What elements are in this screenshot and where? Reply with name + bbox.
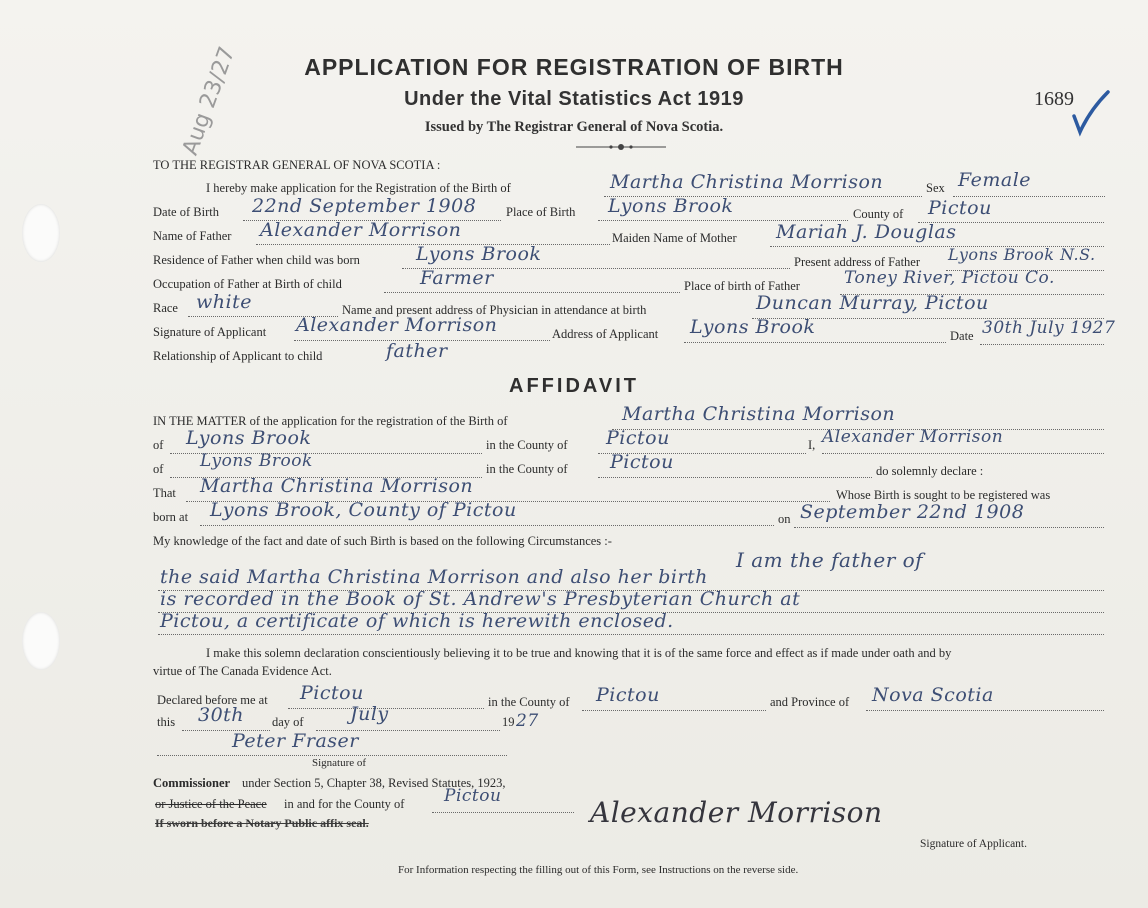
father-birthplace-field: Toney River, Pictou Co. <box>844 268 1055 288</box>
date-field: 30th July 1927 <box>982 318 1116 338</box>
address-field: Lyons Brook <box>690 316 816 338</box>
of2-label: of <box>153 462 164 476</box>
county-field-1: Pictou <box>606 427 670 449</box>
form-number: 1689 <box>1034 88 1074 110</box>
mother-label: Maiden Name of Mother <box>612 231 737 245</box>
that-name-field: Martha Christina Morrison <box>200 475 474 497</box>
whose-birth-label: Whose Birth is sought to be registered was <box>836 488 1051 502</box>
in-county-label: in the County of <box>486 438 568 452</box>
in-county3-label: in the County of <box>488 695 570 709</box>
father-field: Alexander Morrison <box>260 219 462 241</box>
occupation-field: Farmer <box>420 267 494 289</box>
form-issuer: Issued by The Registrar General of Nova Scotia. <box>424 119 724 135</box>
this-label: this <box>157 715 176 729</box>
month-field: July <box>350 703 389 725</box>
place-field: Lyons Brook <box>608 195 734 217</box>
present-address-field: Lyons Brook N.S. <box>948 245 1096 264</box>
applicant-signature-label: Signature of Applicant. <box>920 838 1027 850</box>
footer-note: For Information respecting the filling out of this Form, see Instructions on the reverse side. <box>398 864 799 876</box>
residence-field: Lyons Brook <box>416 243 542 265</box>
form-title: APPLICATION FOR REGISTRATION OF BIRTH <box>304 54 844 80</box>
knowledge-label: My knowledge of the fact and date of such Birth is based on the following Circumstances :- <box>153 534 612 548</box>
on-label: on <box>778 512 791 526</box>
declare-label: do solemnly declare : <box>876 464 984 478</box>
race-field: white <box>196 291 252 313</box>
date-label: Date <box>950 329 974 343</box>
present-address-label: Present address of Father <box>794 255 921 269</box>
justice-county-field: Pictou <box>444 786 502 806</box>
signature-of-label: Signature of <box>312 757 367 769</box>
declared-label: Declared before me at <box>157 693 268 707</box>
solemn-line-2: virtue of The Canada Evidence Act. <box>153 664 332 678</box>
year-prefix: 19 <box>502 715 515 729</box>
county-label: County of <box>853 207 904 221</box>
justice-label: or Justice of the Peace <box>155 797 267 811</box>
that-label: That <box>153 486 176 500</box>
i-label: I, <box>808 438 816 452</box>
sex-label: Sex <box>926 181 945 195</box>
notary-label: If sworn before a Notary Public affix seal. <box>155 816 369 830</box>
signature-label: Signature of Applicant <box>153 325 267 339</box>
sex-field: Female <box>958 169 1032 191</box>
race-label: Race <box>153 301 178 315</box>
of2-field: Lyons Brook <box>200 451 313 471</box>
of-label: of <box>153 438 164 452</box>
intro-label: I hereby make application for the Registration of the Birth of <box>206 181 511 195</box>
punch-hole <box>22 612 60 670</box>
born-at-field: Lyons Brook, County of Pictou <box>210 499 517 521</box>
mother-field: Mariah J. Douglas <box>776 221 957 243</box>
matter-name-field: Martha Christina Morrison <box>622 403 896 425</box>
year-suffix-field: 27 <box>516 711 539 731</box>
residence-label: Residence of Father when child was born <box>153 253 360 267</box>
county-field: Pictou <box>928 197 992 219</box>
to-line: TO THE REGISTRAR GENERAL OF NOVA SCOTIA : <box>153 158 441 172</box>
ornament-divider <box>576 143 666 151</box>
born-on-field: September 22nd 1908 <box>800 501 1025 523</box>
commissioner-label: Commissioner <box>153 776 231 790</box>
province-label: and Province of <box>770 695 850 709</box>
father-birthplace-label: Place of birth of Father <box>684 279 800 293</box>
day-field: 30th <box>198 704 245 726</box>
signature-field: Alexander Morrison <box>296 314 498 336</box>
punch-hole <box>22 204 60 262</box>
circumstances-line-3: is recorded in the Book of St. Andrew's Presbyterian Church at <box>160 588 801 610</box>
form-subtitle: Under the Vital Statistics Act 1919 <box>404 88 744 110</box>
declarant-field: Alexander Morrison <box>822 427 1004 447</box>
in-county2-label: in the County of <box>486 462 568 476</box>
commissioner-signature: Peter Fraser <box>232 730 359 752</box>
pencil-note: Aug 23/27 <box>178 43 241 159</box>
child-name-field: Martha Christina Morrison <box>610 171 884 193</box>
circumstances-line-2: the said Martha Christina Morrison and also her birth <box>160 566 708 588</box>
dob-field: 22nd September 1908 <box>252 195 477 217</box>
circumstances-line-4: Pictou, a certificate of which is herewith enclosed. <box>160 610 674 632</box>
justice-text: in and for the County of <box>284 797 405 811</box>
physician-field: Duncan Murray, Pictou <box>756 292 989 314</box>
dob-label: Date of Birth <box>153 205 219 219</box>
place-label: Place of Birth <box>506 205 576 219</box>
relationship-field: father <box>386 340 448 362</box>
solemn-line-1: I make this solemn declaration conscientiously believing it to be true and knowing that it is of the same force and effect as if made under oath and by <box>206 646 952 660</box>
born-at-label: born at <box>153 510 189 524</box>
of-field: Lyons Brook <box>186 427 312 449</box>
address-label: Address of Applicant <box>552 327 659 341</box>
relationship-label: Relationship of Applicant to child <box>153 349 323 363</box>
affidavit-heading: AFFIDAVIT <box>509 375 639 397</box>
applicant-signature: Alexander Morrison <box>590 796 883 829</box>
declared-at-field: Pictou <box>300 682 364 704</box>
physician-label: Name and present address of Physician in attendance at birth <box>342 303 647 317</box>
county-field-3: Pictou <box>596 684 660 706</box>
day-of-label: day of <box>272 715 304 729</box>
matter-label: IN THE MATTER of the application for the registration of the Birth of <box>153 414 508 428</box>
province-field: Nova Scotia <box>872 684 994 706</box>
circumstances-line-1: I am the father of <box>736 548 924 572</box>
commissioner-text: under Section 5, Chapter 38, Revised Statutes, 1923, <box>242 776 506 790</box>
occupation-label: Occupation of Father at Birth of child <box>153 277 342 291</box>
county-field-2: Pictou <box>610 451 674 473</box>
father-label: Name of Father <box>153 229 232 243</box>
